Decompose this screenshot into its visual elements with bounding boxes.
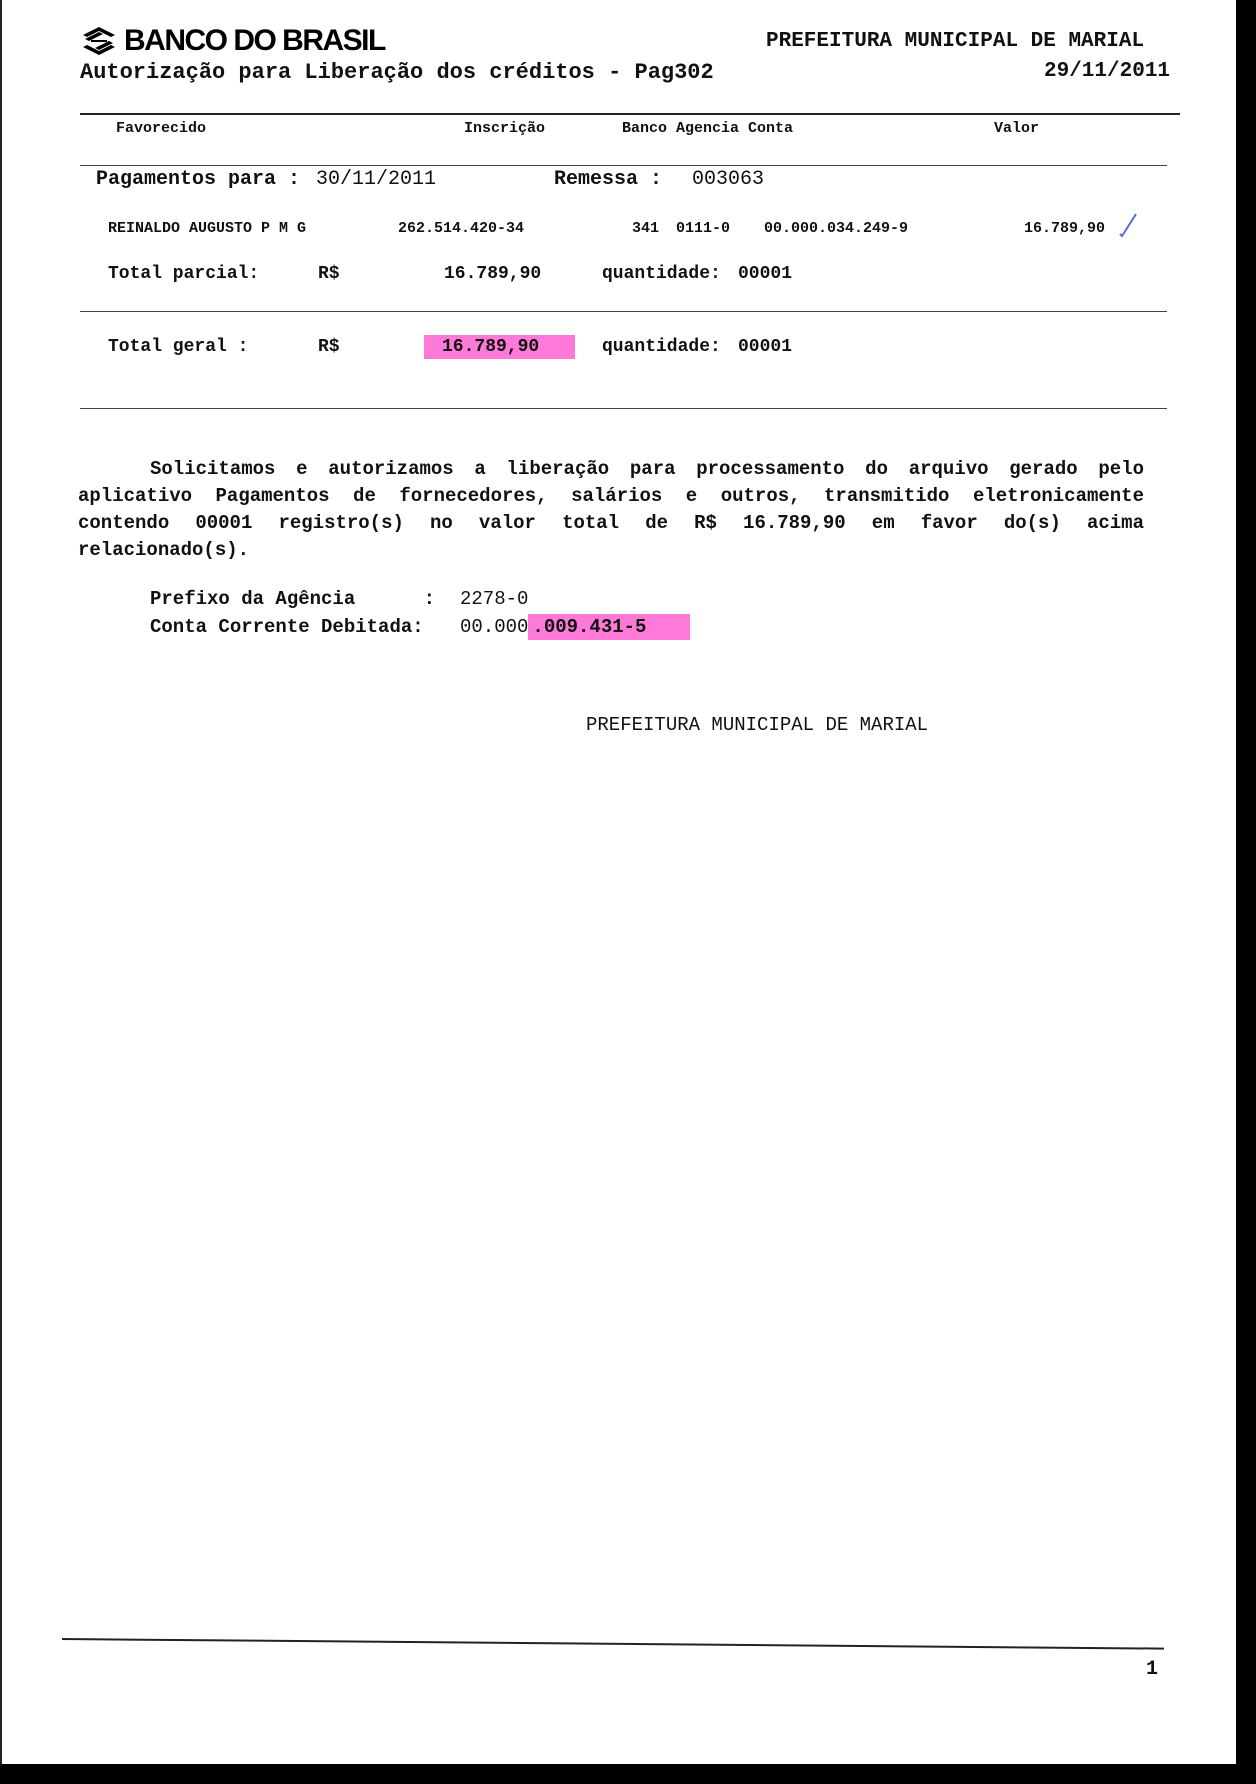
organization-name: PREFEITURA MUNICIPAL DE MARIAL: [766, 30, 1145, 53]
remessa-label: Remessa :: [554, 168, 663, 191]
total-parcial-value: 16.789,90: [444, 264, 542, 284]
entry-conta: 00.000.034.249-9: [764, 220, 909, 237]
total-parcial-label: Total parcial:: [108, 264, 260, 284]
debited-account-highlight: .009.431-5: [528, 614, 690, 640]
debited-account-value: [460, 614, 690, 640]
entry-favorecido: REINALDO AUGUSTO P M G: [108, 220, 307, 237]
total-geral-value: 16.789,90: [424, 335, 575, 359]
total-geral-qty-label: quantidade:: [602, 337, 721, 357]
scan-edge-left: [0, 0, 2, 1784]
total-geral-currency: R$: [318, 337, 340, 357]
document-title: Autorização para Liberação dos créditos - Pag302: [80, 60, 714, 85]
entry-inscricao: 262.514.420-34: [398, 220, 525, 237]
total-geral-label: Total geral :: [108, 337, 249, 357]
column-favorecido: Favorecido: [116, 120, 207, 137]
agency-prefix-value: 2278-0: [460, 588, 529, 610]
total-parcial-qty: 00001: [738, 264, 793, 284]
scan-edge-right: [1236, 0, 1256, 1784]
footer-rule: [62, 1638, 1164, 1650]
check-mark-icon: [1118, 212, 1138, 238]
debited-account-label: Conta Corrente Debitada:: [150, 616, 424, 638]
subtotal-rule: [80, 311, 1167, 312]
entry-agencia: 0111-0: [676, 220, 731, 237]
bank-name: BANCO DO BRASIL: [124, 24, 385, 57]
page-number: 1: [1146, 1658, 1159, 1681]
remessa-number: 003063: [692, 168, 765, 191]
payment-date: 30/11/2011: [316, 168, 437, 191]
column-banco-agencia-conta: Banco Agencia Conta: [622, 120, 794, 137]
column-valor: Valor: [994, 120, 1040, 137]
header-rule: [80, 113, 1180, 115]
payment-label: Pagamentos para :: [96, 168, 301, 191]
entry-valor: 16.789,90: [1024, 220, 1106, 237]
document-date: 29/11/2011: [1044, 60, 1171, 83]
column-inscricao: Inscrição: [464, 120, 546, 137]
debited-account-prefix: 00.000: [460, 616, 529, 638]
entry-banco: 341: [632, 220, 660, 237]
scan-edge-bottom: [0, 1764, 1256, 1784]
totals-rule: [80, 408, 1167, 409]
authorization-body: Solicitamos e autorizamos a liberação para processamento do arquivo gerado pelo aplicativo Pagamentos de fornecedores, salários e outros, transmitido eletronicamente contendo 00001 registro(s) no valor total de R$ 16.789,90 em favor do(s) acima relacionado(s).: [78, 458, 1144, 561]
authorization-text: [78, 456, 1144, 564]
banco-do-brasil-icon: [82, 26, 116, 56]
column-header-rule: [80, 165, 1167, 166]
bank-logo: [82, 24, 385, 58]
total-parcial-qty-label: quantidade:: [602, 264, 721, 284]
total-geral-qty: 00001: [738, 337, 793, 357]
signature-organization: PREFEITURA MUNICIPAL DE MARIAL: [586, 714, 929, 736]
total-parcial-currency: R$: [318, 264, 340, 284]
agency-prefix-label: Prefixo da Agência :: [150, 588, 436, 610]
